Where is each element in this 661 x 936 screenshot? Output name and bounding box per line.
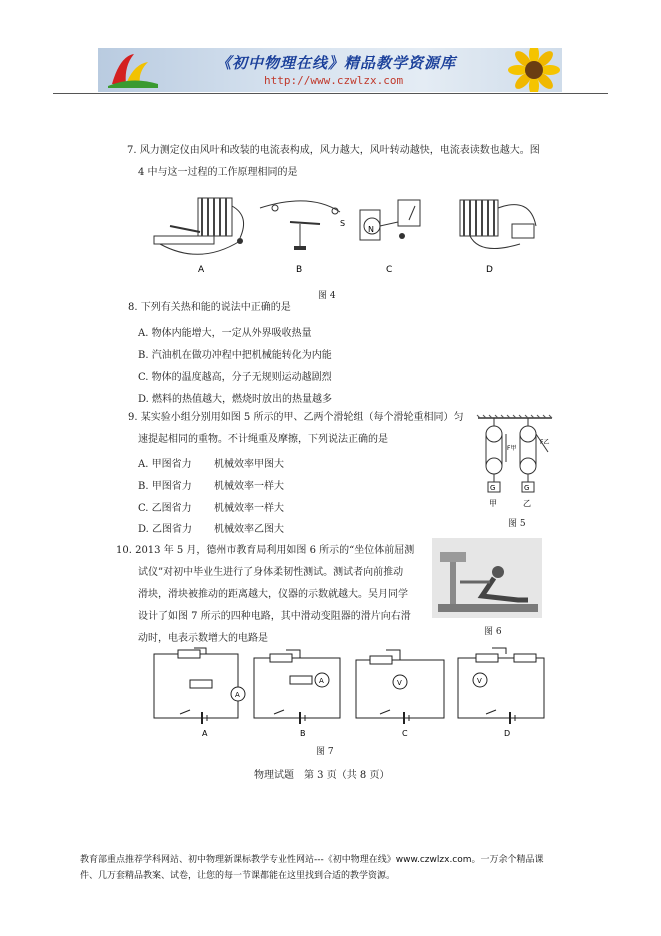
q7-line1: 7. 风力测定仪由风叶和改装的电流表构成，风力越大，风叶转动越快，电流表读数也越大。图 xyxy=(127,145,540,156)
q9-option-d-part1: D. 乙图省力 xyxy=(138,524,193,535)
figure-7-circuits xyxy=(150,646,550,738)
q10-line3: 滑块，滑块被推动的距离越大，仪器的示数就越大。吴月同学 xyxy=(138,589,408,600)
page-footer: 物理试题 第 3 页（共 8 页） xyxy=(254,770,390,781)
fig5-label-jia: 甲 xyxy=(489,499,497,508)
fig7-meter-a: A xyxy=(235,691,240,699)
fig4-b-letter-n: N xyxy=(368,225,374,234)
banner-title: 《初中物理在线》精品教学资源库 xyxy=(216,54,457,72)
q8-option-b: B. 汽油机在做功冲程中把机械能转化为内能 xyxy=(138,350,332,361)
fig4-label-d: D xyxy=(486,265,493,275)
fig7-label-c: C xyxy=(402,729,408,738)
fig4-c-motor-apparatus xyxy=(360,200,420,240)
fig7-circuit-c xyxy=(356,650,444,724)
bottom-note-line1: 教育部重点推荐学科网站、初中物理新课标教学专业性网站---《初中物理在线》www.czwlzx.com。一万余个精品课 xyxy=(80,855,544,865)
q9-option-b-part2: 机械效率一样大 xyxy=(214,481,284,492)
q10-line5: 动时，电表示数增大的电路是 xyxy=(138,633,268,644)
bottom-note xyxy=(80,852,600,884)
q10-line2: 试仪”对初中毕业生进行了身体柔韧性测试。测试者向前推动 xyxy=(138,567,404,578)
q9-option-b-part1: B. 甲图省力 xyxy=(138,481,192,492)
site-logo xyxy=(104,50,164,90)
fig5-weight-g-right: G xyxy=(524,484,530,492)
fig7-label-a: A xyxy=(202,729,208,738)
q8-option-c: C. 物体的温度越高，分子无规则运动越剧烈 xyxy=(138,372,332,383)
figure-6-sit-and-reach-tester xyxy=(432,538,542,618)
q9-option-a-part2: 机械效率甲图大 xyxy=(214,459,284,470)
q10-line1: 10. 2013 年 5 月，德州市教育局利用如图 6 所示的“坐位体前屈测 xyxy=(116,545,415,556)
fig7-label-d: D xyxy=(504,729,511,738)
q9-line1: 9. 某实验小组分别用如图 5 所示的甲、乙两个滑轮组（每个滑轮重相同）匀 xyxy=(128,412,464,423)
figure-4 xyxy=(140,186,560,276)
q9-option-a-part1: A. 甲图省力 xyxy=(138,459,192,470)
fig4-label-c: C xyxy=(386,265,393,275)
fig7-circuit-d xyxy=(458,648,544,724)
fig5-weight-g-left: G xyxy=(490,484,496,492)
fig4-label-a: A xyxy=(198,265,205,275)
header-banner xyxy=(98,48,562,92)
fig7-meter-d: V xyxy=(477,677,482,685)
q9-option-d-part2: 机械效率乙图大 xyxy=(214,524,284,535)
fig7-circuit-b xyxy=(254,650,340,724)
fig7-circuit-a xyxy=(154,648,245,724)
q9-option-c-part1: C. 乙图省力 xyxy=(138,503,192,514)
sunflower-image xyxy=(494,48,562,92)
fig7-meter-c: V xyxy=(397,679,402,687)
fig5-caption: 图 5 xyxy=(508,519,526,529)
q8-option-d: D. 燃料的热值越大，燃烧时放出的热量越多 xyxy=(138,394,333,405)
banner-url[interactable]: http://www.czwlzx.com xyxy=(264,74,404,87)
figure-5-pulley-systems xyxy=(476,414,556,512)
fig7-caption: 图 7 xyxy=(316,747,334,757)
fig4-b-oersted-apparatus xyxy=(260,201,340,250)
fig6-caption: 图 6 xyxy=(484,627,502,637)
q10-line4: 设计了如图 7 所示的四种电路，其中滑动变阻器的滑片向右滑 xyxy=(138,611,411,622)
fig7-label-b: B xyxy=(300,729,306,738)
fig4-a-generator-apparatus xyxy=(154,198,244,254)
header-rule xyxy=(53,93,608,94)
fig4-b-letter-s: S xyxy=(340,219,346,228)
fig5-label-yi: 乙 xyxy=(523,499,531,508)
bottom-note-line2: 件、几万套精品教案、试卷，让您的每一节课都能在这里找到合适的教学资源。 xyxy=(80,871,396,881)
q8-stem: 8. 下列有关热和能的说法中正确的是 xyxy=(128,302,291,313)
q9-option-c-part2: 机械效率一样大 xyxy=(214,503,284,514)
fig5-force-left: F甲 xyxy=(507,445,517,452)
q8-option-a: A. 物体内能增大，一定从外界吸收热量 xyxy=(138,328,312,339)
q7-line2: 4 中与这一过程的工作原理相同的是 xyxy=(138,167,298,178)
fig4-d-electromagnet-apparatus xyxy=(460,200,536,249)
fig5-force-right: F乙 xyxy=(540,439,550,446)
fig4-label-b: B xyxy=(296,265,303,275)
fig7-meter-b: A xyxy=(319,677,324,685)
q9-line2: 速提起相同的重物。不计绳重及摩擦，下列说法正确的是 xyxy=(138,434,388,445)
fig4-caption: 图 4 xyxy=(318,291,336,301)
